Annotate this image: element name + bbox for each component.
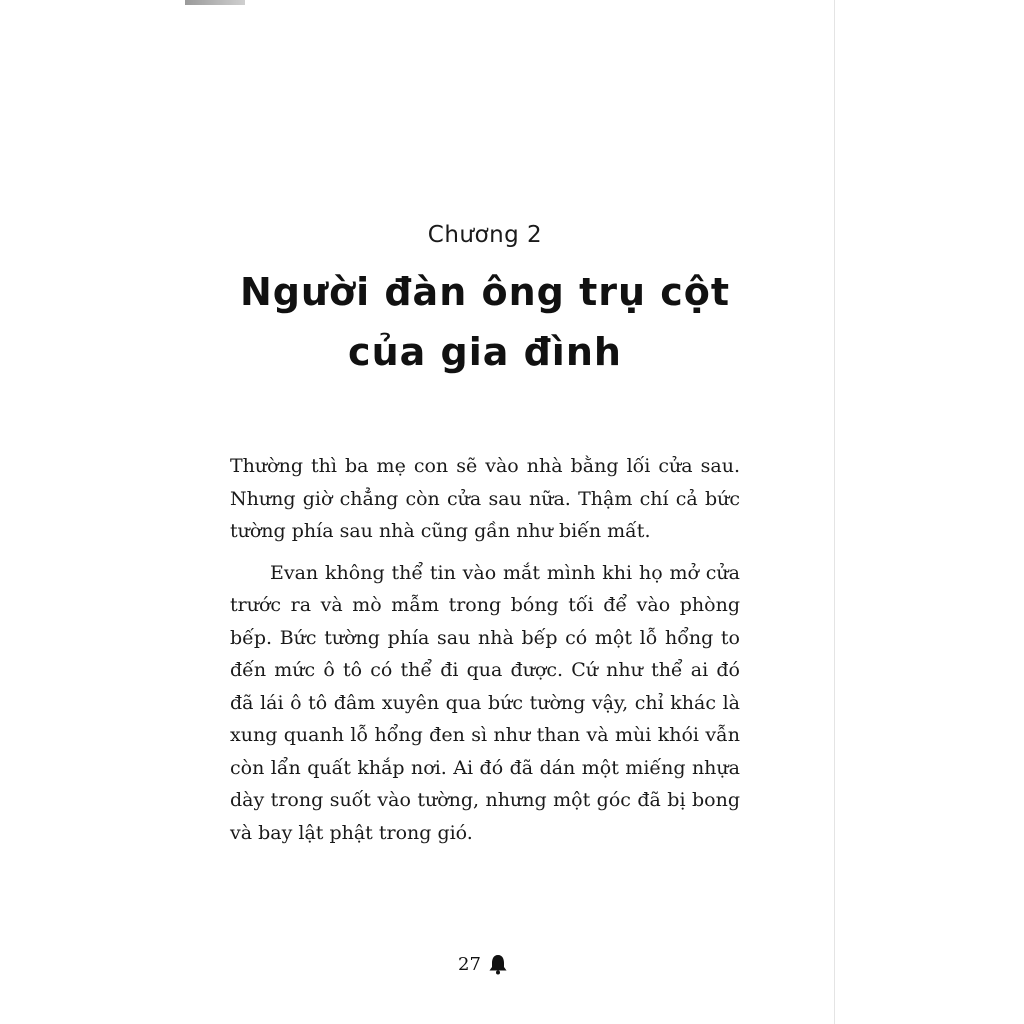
chapter-title-line-1: Người đàn ông trụ cột bbox=[239, 270, 731, 314]
paragraph-2: Evan không thể tin vào mắt mình khi họ mở cửa trước ra và mò mẫm trong bóng tối để vào phòng bếp. Bức tường phía sau nhà bếp có một lỗ hổng to đến mức ô tô có thể đi qua được. Cứ như thể ai đó đã lái ô tô đâm xuyên qua bức tường vậy, chỉ khác là xung quanh lỗ hổng đen sì như than và mùi khói vẫn còn lẩn quất khắp nơi. Ai đó đã dán một miếng nhựa dày trong suốt vào tường, nhưng một góc đã bị bong và bay lật phật trong gió. bbox=[230, 561, 740, 844]
page-edge-line bbox=[834, 0, 835, 1024]
page-footer bbox=[458, 950, 509, 978]
chapter-title-line-2: của gia đình bbox=[348, 330, 622, 374]
body-text bbox=[230, 450, 740, 858]
paragraph-1: Thường thì ba mẹ con sẽ vào nhà bằng lối cửa sau. Nhưng giờ chẳng còn cửa sau nữa. Thậm chí cả bức tường phía sau nhà cũng gần như biến mất. bbox=[230, 455, 740, 542]
chapter-label: Chương 2 bbox=[427, 222, 543, 248]
chapter-title bbox=[185, 262, 785, 382]
bell-icon bbox=[487, 953, 509, 975]
scan-edge-shadow bbox=[185, 0, 245, 5]
page-number: 27 bbox=[458, 953, 481, 975]
